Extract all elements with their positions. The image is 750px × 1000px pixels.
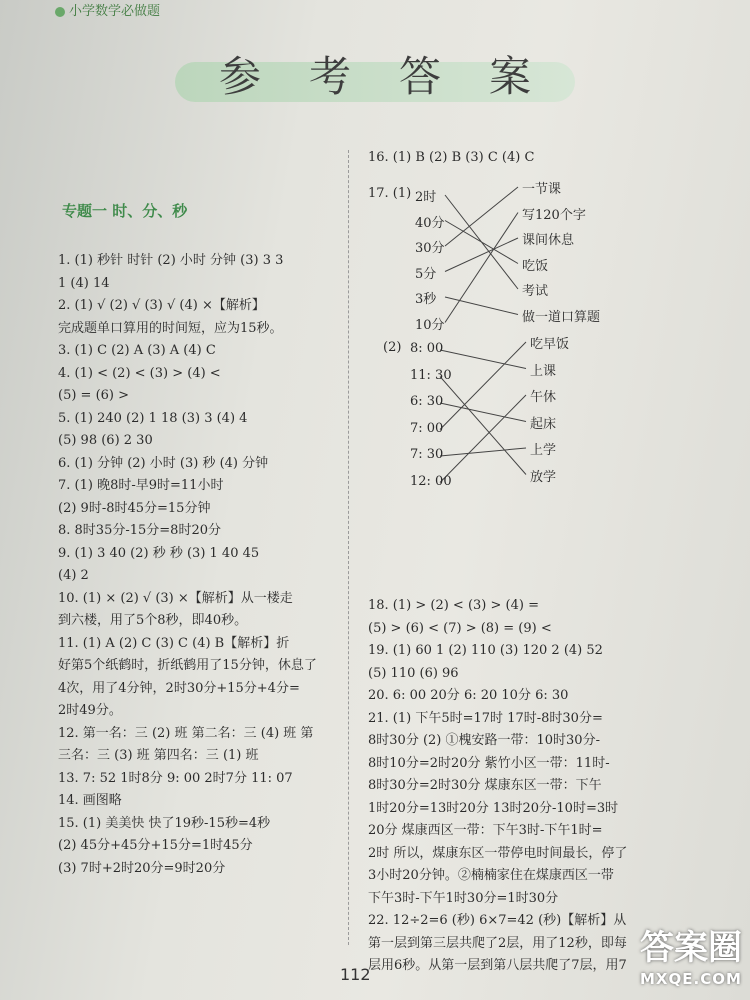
watermark: 答案圈 MXQE.COM [640, 928, 742, 988]
match-right-item: 考试 [522, 284, 549, 299]
section-title: 专题一 时、分、秒 [62, 202, 188, 220]
answer-line: 2. (1) √ (2) √ (3) √ (4) ×【解析】 [58, 298, 265, 313]
answer-line: 21. (1) 下午5时=17时 17时-8时30分= [368, 710, 603, 726]
answer-line: 20分 煤康西区一带：下午3时-下午1时= [368, 823, 603, 838]
answer-line: (3) 7时+2时20分=9时20分 [58, 860, 226, 876]
answer-line: 22. 12÷2=6 (秒) 6×7=42 (秒)【解析】从 [368, 913, 627, 928]
match-right-item: 吃饭 [522, 258, 549, 274]
answer-line: 层用6秒。从第一层到第八层共爬了7层，用7 [368, 958, 627, 973]
answer-line: 1时20分=13时20分 13时20分-10时=3时 [368, 800, 619, 816]
answer-line: (5) = (6) > [58, 388, 130, 403]
answer-line: 19. (1) 60 1 (2) 110 (3) 120 2 (4) 52 [368, 643, 603, 658]
match-left-item: 8: 00 [410, 341, 444, 356]
match-right-item: 午休 [530, 390, 557, 405]
match-line [445, 187, 518, 246]
answer-line: 12. 第一名：三 (2) 班 第二名：三 (4) 班 第 [58, 725, 314, 741]
match-line [445, 221, 518, 264]
answer-line: 8. 8时35分-15分=8时20分 [58, 523, 221, 538]
match-line [440, 350, 526, 369]
answer-line: 下午3时-下午1时30分=1时30分 [368, 890, 559, 906]
answer-line: 3. (1) C (2) A (3) A (4) C [58, 343, 216, 358]
answer-line: 10. (1) × (2) √ (3) ×【解析】从一楼走 [58, 590, 293, 606]
answer-line: 到六楼，用了5个8秒，即40秒。 [58, 613, 248, 628]
answer-line: 8时30分 (2) ①槐安路一带：10时30分- [368, 733, 600, 748]
match-right-item: 写120个字 [522, 207, 586, 223]
match-left-item: 5分 [415, 266, 437, 282]
answer-line: 14. 画图略 [58, 793, 122, 808]
answer-line: (5) > (6) < (7) > (8) = (9) < [368, 620, 552, 636]
match-right-item: 上课 [530, 363, 557, 379]
answer-line: 好第5个纸鹤时，折纸鹤用了15分钟，休息了 [58, 658, 317, 673]
answer-line: 4. (1) < (2) < (3) > (4) < [58, 365, 221, 381]
match-line [440, 395, 526, 483]
match-line [440, 342, 526, 430]
match-right-item: 吃早饭 [530, 337, 570, 352]
match-left-item: 6: 30 [410, 394, 444, 409]
answer-line: 8时30分=2时30分 煤康东区一带：下午 [368, 778, 602, 793]
match-line [440, 448, 526, 456]
match-left-item: 2时 [415, 190, 437, 205]
answer-line: 4次，用了4分钟，2时30分+15分+4分= [58, 680, 300, 696]
answer-line: (5) 110 (6) 96 [368, 665, 459, 681]
answer-line: 8时10分=2时20分 紫竹小区一带：11时- [368, 755, 610, 771]
answer-line: (2) 45分+45分+15分=1时45分 [58, 838, 253, 853]
answer-line: 2时49分。 [58, 703, 122, 718]
series-header: 小学数学必做题 [55, 0, 160, 19]
answer-line: (5) 98 (6) 2 30 [58, 433, 153, 448]
page-title: 参考答案 [218, 52, 579, 101]
answer-16: 16. (1) B (2) B (3) C (4) C [368, 150, 535, 165]
answer-17-2-label: (2) [383, 340, 402, 355]
match-left-item: 12: 00 [410, 473, 452, 489]
answer-line: 1. (1) 秒针 时针 (2) 小时 分钟 (3) 3 3 [58, 253, 284, 268]
answer-line: 15. (1) 美美快 快了19秒-15秒=4秒 [58, 815, 271, 831]
answer-line: 完成题单口算用的时间短，应为15秒。 [58, 320, 283, 336]
answer-line: 7. (1) 晚8时-早9时=11小时 [58, 478, 224, 493]
answer-line: 11. (1) A (2) C (3) C (4) B【解析】折 [58, 635, 290, 651]
answer-line: 5. (1) 240 (2) 1 18 (3) 3 (4) 4 [58, 410, 248, 426]
match-right-item: 放学 [530, 469, 557, 485]
match-right-item: 一节课 [522, 182, 562, 197]
answer-line: (4) 2 [58, 568, 89, 583]
answer-line: 2时 所以，煤康东区一带停电时间最长，停了 [368, 845, 628, 861]
match-left-item: 40分 [415, 215, 445, 231]
match-right-item: 做一道口算题 [522, 309, 601, 325]
answer-line: 三名：三 (3) 班 第四名：三 (1) 班 [58, 748, 259, 763]
answer-line: 6. (1) 分钟 (2) 小时 (3) 秒 (4) 分钟 [58, 455, 269, 471]
answer-line: 1 (4) 14 [58, 275, 110, 291]
match-left-item: 30分 [415, 241, 445, 256]
match-right-item: 起床 [530, 416, 557, 432]
match-right-item: 上学 [530, 443, 557, 458]
match-left-item: 11: 30 [410, 367, 452, 383]
answer-line: 20. 6: 00 20分 6: 20 10分 6: 30 [368, 688, 569, 703]
match-left-item: 7: 30 [410, 447, 444, 462]
match-left-item: 10分 [415, 317, 445, 333]
answer-line: (2) 9时-8时45分=15分钟 [58, 500, 211, 516]
match-right-item: 课间休息 [522, 233, 575, 248]
page-number: 112 [340, 965, 371, 984]
match-left-item: 7: 00 [410, 420, 444, 436]
right-answer-column [368, 595, 627, 978]
answer-17-label: 17. (1) [368, 186, 412, 201]
answer-line: 18. (1) > (2) < (3) > (4) = [368, 598, 539, 613]
answer-line: 13. 7: 52 1时8分 9: 00 2时7分 11: 07 [58, 770, 293, 786]
match-line [445, 238, 518, 272]
answer-line: 3小时20分钟。②楠楠家住在煤康西区一带 [368, 868, 614, 883]
match-line [440, 403, 526, 422]
match-left-item: 3秒 [415, 292, 437, 307]
answer-line: 第一层到第三层共爬了2层，用了12秒，即每 [368, 935, 627, 951]
match-line [440, 377, 526, 475]
answer-line: 9. (1) 3 40 (2) 秒 秒 (3) 1 40 45 [58, 545, 260, 561]
